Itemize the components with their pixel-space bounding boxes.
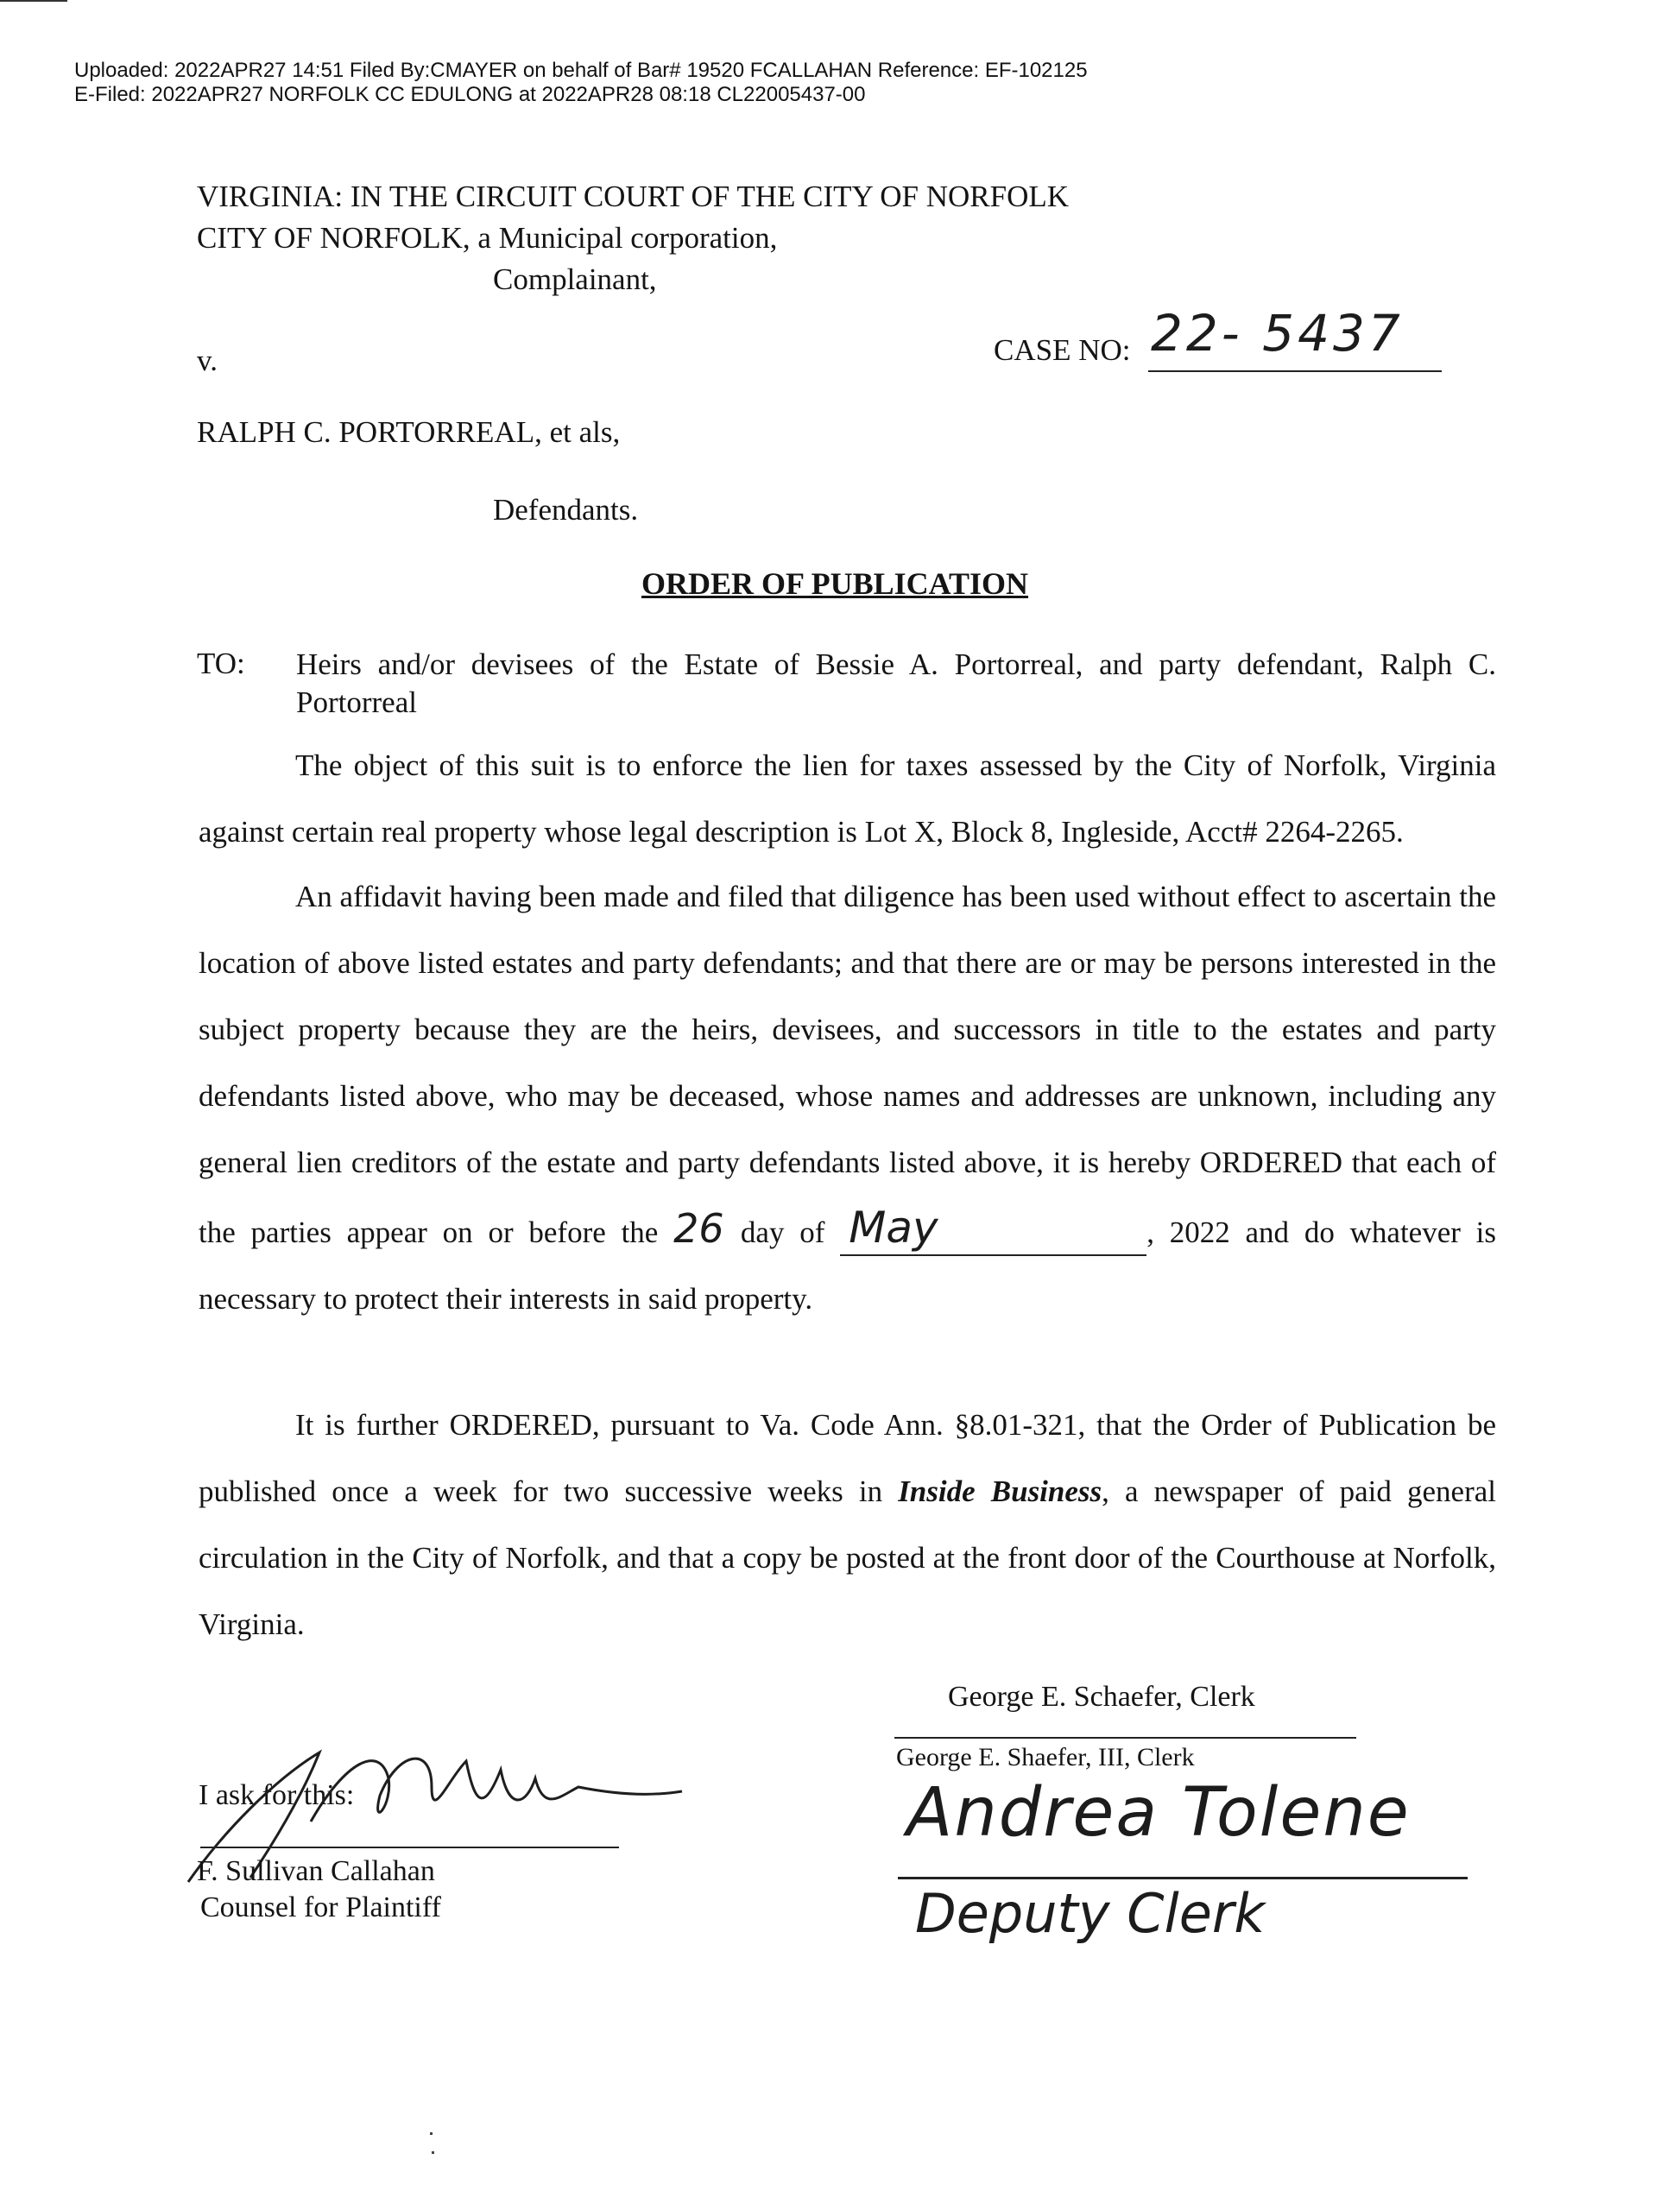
paragraph-affidavit: [199, 863, 1496, 1332]
document-title: ORDER OF PUBLICATION: [641, 566, 1029, 601]
scan-speck-2: [432, 2151, 434, 2154]
clerk-printed-name: George E. Shaefer, III, Clerk: [896, 1743, 1195, 1771]
defendant-name: RALPH C. PORTORREAL, et als,: [197, 415, 621, 449]
paragraph-object-of-suit: The object of this suit is to enforce the lien for taxes assessed by the City of Norfolk, Virginia against certain real property whose legal description is Lot X, Block 8, Ingleside, Acct# 2264-2265.: [199, 748, 1496, 849]
filing-stamp-line-1: Uploaded: 2022APR27 14:51 Filed By:CMAYER on behalf of Bar# 19520 FCALLAHAN Reference: EF-102125: [74, 59, 1088, 82]
case-number-underline: [1148, 370, 1442, 372]
clerk-rule: [894, 1737, 1356, 1739]
to-recipients: Heirs and/or devisees of the Estate of Bessie A. Portorreal, and party defendant, Ralph C. Portorreal: [296, 647, 1496, 719]
deputy-clerk-title-handwritten: Deputy Clerk: [915, 1882, 1266, 1945]
case-number-handwritten: 22- 5437: [1151, 304, 1404, 363]
case-number-label: CASE NO:: [994, 333, 1131, 367]
ask-for-this-label: I ask for this:: [199, 1779, 355, 1811]
affidavit-text: An affidavit having been made and filed that diligence has been used without effect to ascertain the location of above listed estates and party defendants; and that there are or may be persons interested in the subject property because they are the heirs, devisees, and successors in title to the estates and party defendants listed above, who may be deceased, whose names and addresses are unknown, including any general lien creditors of the estate and party defendants listed above, it is hereby ORDERED that each of the parties appear on or before the: [199, 880, 1496, 1249]
appearance-day-handwritten: 26: [673, 1205, 724, 1252]
plaintiff-role: Complainant,: [493, 262, 657, 296]
deputy-clerk-signature-line: [898, 1877, 1468, 1879]
counsel-signature-line: [200, 1847, 619, 1848]
clerk-heading: George E. Schaefer, Clerk: [948, 1681, 1255, 1713]
newspaper-name: Inside Business: [898, 1474, 1102, 1508]
court-heading: VIRGINIA: IN THE CIRCUIT COURT OF THE CITY OF NORFOLK: [197, 180, 1070, 213]
deputy-clerk-signature: Andrea Tolene: [906, 1774, 1411, 1852]
scan-speck: [430, 2132, 433, 2135]
versus-label: v.: [197, 344, 218, 377]
defendant-role: Defendants.: [493, 493, 639, 527]
counsel-name: F. Sullivan Callahan: [197, 1855, 435, 1887]
publication-remainder-text: , a newspaper of paid general circulation in the City of Norfolk, and that a copy be posted at the front door of the Courthouse at Norfolk, Virginia.: [199, 1474, 1496, 1641]
publication-text: It is further ORDERED, pursuant to Va. Code Ann. §8.01-321, that the Order of Publication be published once a week for two successive weeks in: [199, 1408, 1496, 1508]
appearance-month-handwritten: May: [849, 1203, 938, 1253]
paragraph-publication: [199, 1392, 1496, 1658]
counsel-role: Counsel for Plaintiff: [200, 1891, 441, 1923]
plaintiff-name: CITY OF NORFOLK, a Municipal corporation,: [197, 221, 778, 255]
filing-stamp-line-2: E-Filed: 2022APR27 NORFOLK CC EDULONG at 2022APR28 08:18 CL22005437-00: [74, 83, 866, 106]
to-label: TO:: [197, 647, 245, 680]
day-of-text: day of: [740, 1216, 825, 1249]
month-blank: [840, 1203, 1146, 1256]
year-and-remainder-text: , 2022 and do whatever is necessary to protect their interests in said property.: [199, 1216, 1497, 1316]
corner-mark: [0, 0, 67, 2]
